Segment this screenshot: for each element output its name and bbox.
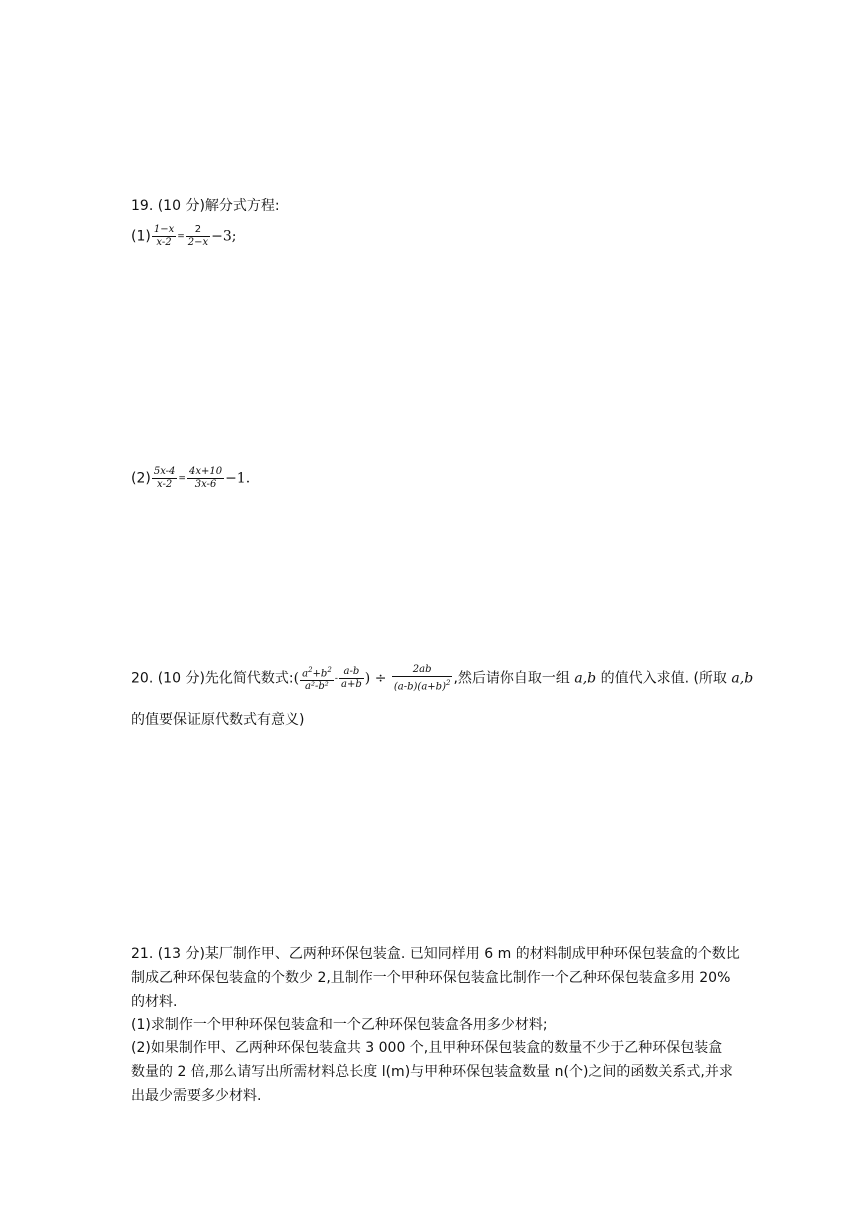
fraction: $\frac{2ab}{(a-b)(a+b)^2}$	[393, 664, 451, 693]
q19-equation-2: (2) $\frac{5x-4}{x-2}$ = $\frac{4x+10}{3x-6}$ −1.	[131, 466, 251, 490]
q21-line-6: 数量的 2 倍,那么请写出所需材料总长度 l(m)与甲种环保包装盒数量 n(个)之间的函数关系式,并求	[131, 1064, 733, 1080]
q20-line-1: 20. (10 分)先化简代数式:( $\frac{a^2+b^2}{\text{a²-b²}}$ - $\frac{a-b}{a+b}$ ) ÷ $\frac{2ab}{(a-b)(a+b)^2}$ ,然后请你自取一组 a,b 的值代入求值. (所取 a,b	[131, 664, 754, 693]
q21-line-7: 出最少需要多少材料.	[131, 1088, 262, 1104]
q19-title: 19. (10 分)解分式方程:	[131, 198, 280, 214]
q20-prefix: 20. (10 分)先化简代数式:	[131, 670, 294, 687]
q19-part2-label: (2)	[131, 470, 151, 487]
q19-part1-label: (1)	[131, 228, 151, 245]
fraction: $\frac{a-b}{a+b}$	[341, 666, 362, 691]
q21-line-2: 制成乙种环保包装盒的个数少 2,且制作一个甲种环保包装盒比制作一个乙种环保包装盒多用 20%	[131, 970, 731, 986]
q20-mid: ,然后请你自取一组	[453, 670, 575, 687]
fraction: $\frac{a^2+b^2}{\text{a²-b²}}$	[302, 666, 332, 693]
q21-line-1: 21. (13 分)某厂制作甲、乙两种环保包装盒. 已知同样用 6 m 的材料制成甲种环保包装盒的个数比	[131, 946, 740, 962]
q21-line-5: (2)如果制作甲、乙两种环保包装盒共 3 000 个,且甲种环保包装盒的数量不少于乙种环保包装盒	[131, 1040, 723, 1056]
q21-line-3: 的材料.	[131, 994, 178, 1010]
q20-line-2: 的值要保证原代数式有意义)	[131, 712, 305, 728]
fraction: $\frac{5x-4}{x-2}$	[153, 466, 176, 490]
q19-equation-1: (1) $\frac{1-x}{x-2}$ = $\frac{2}{2-x}$ −3;	[131, 224, 237, 248]
fraction: $\frac{2}{2-x}$	[187, 224, 209, 248]
fraction: $\frac{4x+10}{3x-6}$	[188, 466, 223, 490]
fraction: $\frac{1-x}{x-2}$	[153, 224, 175, 248]
q21-line-4: (1)求制作一个甲种环保包装盒和一个乙种环保包装盒各用多少材料;	[131, 1017, 548, 1033]
